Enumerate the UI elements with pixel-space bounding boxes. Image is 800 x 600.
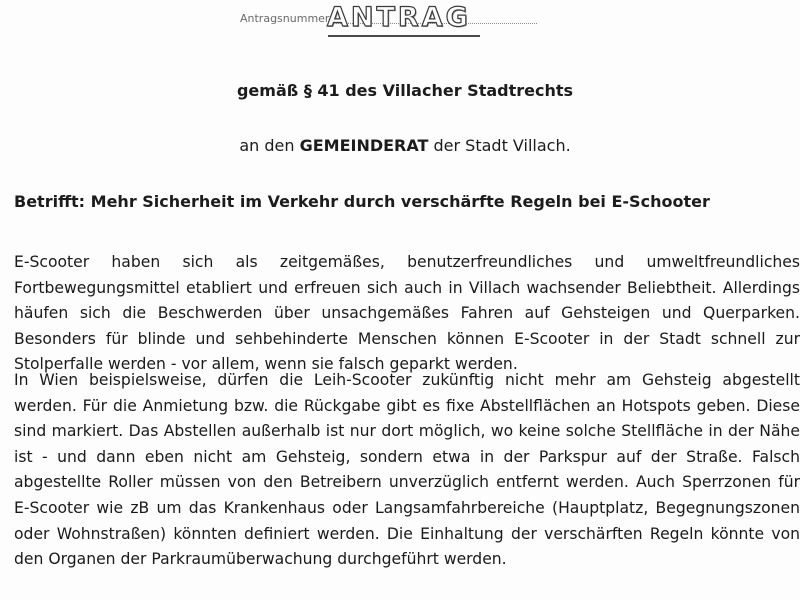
title-underline: [328, 35, 480, 37]
paragraph-line: ist - und dann eben nicht am Gehsteig, sondern etwa in der Parkspur auf der Straße. Falsch: [14, 447, 800, 466]
paragraph-line: werden. Für die Anmietung bzw. die Rückgabe gibt es fixe Abstellflächen an Hotspots geben. Diese: [14, 396, 800, 415]
paragraph-2: [14, 368, 800, 573]
paragraph-line: Stolperfalle werden - vor allem, wenn sie falsch geparkt werden.: [14, 355, 518, 374]
addressee-prefix: an den: [239, 136, 300, 155]
paragraph-line: oder Wohnstraßen) könnten definiert werden. Die Einhaltung der verschärften Regeln könnte von: [14, 524, 800, 543]
paragraph-line: E-Scooter haben sich als zeitgemäßes, benutzerfreundliches und umweltfreundliches: [14, 253, 800, 271]
paragraph-line: Fortbewegungsmittel etabliert und erfreuen sich auch in Villach wachsender Beliebtheit. Allerdings: [14, 278, 800, 297]
addressee-suffix: der Stadt Villach.: [428, 136, 571, 155]
document-title: ANTRAG: [327, 2, 471, 33]
paragraph-line: den Organen der Parkraumüberwachung durchgeführt werden.: [14, 550, 507, 569]
antragsnummer-label: Antragsnummer: [240, 12, 330, 25]
subject-line: Betrifft: Mehr Sicherheit im Verkehr durch verschärfte Regeln bei E-Schooter: [14, 192, 710, 211]
paragraph-line: häufen sich die Beschwerden über unsachgemäßes Fahren auf Gehsteigen und Querparken.: [14, 304, 800, 323]
document-header: [240, 2, 540, 42]
paragraph-1: [14, 250, 800, 378]
addressee-bold: GEMEINDERAT: [299, 136, 429, 155]
legal-basis-subtitle: gemäß § 41 des Villacher Stadtrechts: [236, 81, 574, 100]
paragraph-line: E-Scooter wie zB um das Krankenhaus oder Langsamfahrbereiche (Hauptplatz, Begegnungszonen: [14, 498, 800, 517]
paragraph-line: Besonders für blinde und sehbehinderte Menschen können E-Scooter in der Stadt schnell zur: [14, 329, 800, 348]
paragraph-line: In Wien beispielsweise, dürfen die Leih-Scooter zukünftig nicht mehr am Gehsteig abgestellt: [14, 371, 800, 389]
paragraph-line: abgestellte Roller müssen von den Betreibern unverzüglich entfernt werden. Auch Sperrzonen für: [14, 473, 800, 492]
paragraph-line: sind markiert. Das Abstellen außerhalb ist nur dort möglich, wo keine solche Stellfläche in der Nähe: [14, 422, 800, 441]
addressee-line: [5, 136, 800, 155]
